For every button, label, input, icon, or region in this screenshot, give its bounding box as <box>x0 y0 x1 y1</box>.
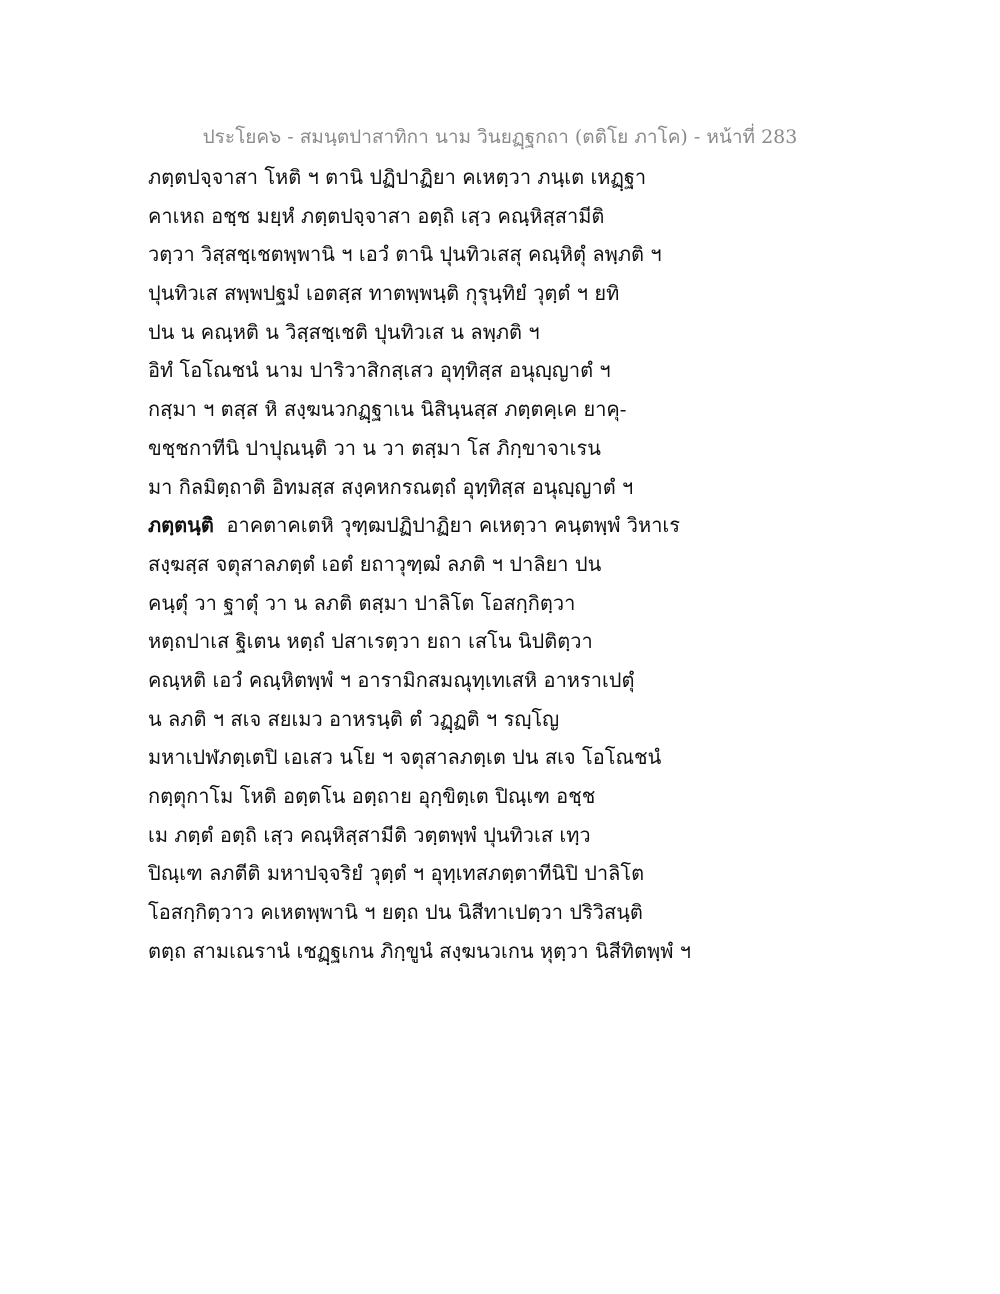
text-line-21: ตตฺถ สามเณรานํ เชฏฺฐเกน ภิกฺขูนํ สงฺฆนวเกน หุตฺวา นิสีทิตพฺพํ ฯ <box>148 938 691 963</box>
text-line-17: กตฺตุกาโม โหติ อตฺตโน อตฺถาย อุกฺขิตฺเต ปิณฺเฑ อชฺช <box>148 784 596 808</box>
text-line-18: เม ภตฺตํ อตฺถิ เสฺว คณฺหิสฺสามีติ วตฺตพฺพํ ปุนทิวเส เทฺว <box>148 822 591 847</box>
text-line-7: กสฺมา ฯ ตสฺส หิ สงฺฆนวกฏฺฐาเน นิสินฺนสฺส ภตฺตคฺเค ยาคุ- <box>148 397 627 422</box>
text-line-9: มา กิลมิตฺถาติ อิทมสฺส สงฺคหกรณตฺถํ อุทฺทิสฺส อนุญฺญาตํ ฯ <box>148 474 634 499</box>
text-line-12: คนฺตุํ วา ฐาตุํ วา น ลภติ ตสฺมา ปาลิโต โอสกฺกิตฺวา <box>148 590 576 615</box>
body-text <box>148 158 708 970</box>
page-header: ประโยค๖ - สมนฺตปาสาทิกา นาม วินยฏฺฐกถา (ตติโย ภาโค) - หน้าที่ 283 <box>202 126 798 148</box>
text-line-15: น ลภติ ฯ สเจ สยเมว อาหรนฺติ ตํ วฏฺฏติ ฯ รญฺโญ <box>148 706 560 731</box>
text-line-2: คาเหถ อชฺช มยฺหํ ภตฺตปจฺจาสา อตฺถิ เสฺว คณฺหิสฺสามีติ <box>148 203 605 228</box>
text-line-20: โอสกฺกิตฺวาว คเหตพฺพานิ ฯ ยตฺถ ปน นิสีทาเปตฺวา ปริวิสนฺติ <box>148 900 643 925</box>
text-line-19: ปิณฺเฑ ลภตีติ มหาปจฺจริยํ วุตฺตํ ฯ อุทฺเทสภตฺตาทีนิปิ ปาลิโต <box>148 861 645 886</box>
text-line-8: ขชฺชกาทีนิ ปาปุณนฺติ วา น วา ตสฺมา โส ภิกฺขาจาเรน <box>148 435 601 460</box>
text-line-4: ปุนทิวเส สพฺพปฐมํ เอตสฺส ทาตพฺพนฺติ กุรุนฺทิยํ วุตฺตํ ฯ ยทิ <box>148 281 620 306</box>
text-line-14: คณฺหติ เอวํ คณฺหิตพฺพํ ฯ อารามิกสมณุทฺเทเสหิ อาหราเปตุํ <box>148 667 635 692</box>
text-line-11: สงฺฆสฺส จตุสาลภตฺตํ เอตํ ยถาวุฑฺฒํ ลภติ ฯ ปาลิยา ปน <box>148 551 602 576</box>
text-line-16: มหาเปฬภตฺเตปิ เอเสว นโย ฯ จตุสาลภตฺเต ปน สเจ โอโณชนํ <box>148 745 662 770</box>
text-line-10 <box>148 506 708 545</box>
text-line-3: วตฺวา วิสฺสชฺเชตพฺพานิ ฯ เอวํ ตานิ ปุนทิวเสสุ คณฺหิตุํ ลพฺภติ ฯ <box>148 242 662 267</box>
text-line-10-rest: อาคตาคเตหิ วุฑฺฒปฏิปาฏิยา คเหตฺวา คนฺตพฺพํ วิหาเร <box>226 513 681 538</box>
text-line-5: ปน น คณฺหติ น วิสฺสชฺเชติ ปุนทิวเส น ลพฺภติ ฯ <box>148 319 540 344</box>
text-line-13: หตฺถปาเส ฐิเตน หตฺถํ ปสาเรตฺวา ยถา เสโน นิปติตฺวา <box>148 629 593 654</box>
text-line-6: อิทํ โอโณชนํ นาม ปาริวาสิกสฺเสว อุทฺทิสฺส อนุญฺญาตํ ฯ <box>148 358 611 383</box>
bold-lead-term: ภตฺตนฺติ <box>148 513 214 538</box>
text-line-1: ภตฺตปจฺจาสา โหติ ฯ ตานิ ปฏิปาฏิยา คเหตฺวา ภนฺเต เหฏฺฐา <box>148 165 647 189</box>
